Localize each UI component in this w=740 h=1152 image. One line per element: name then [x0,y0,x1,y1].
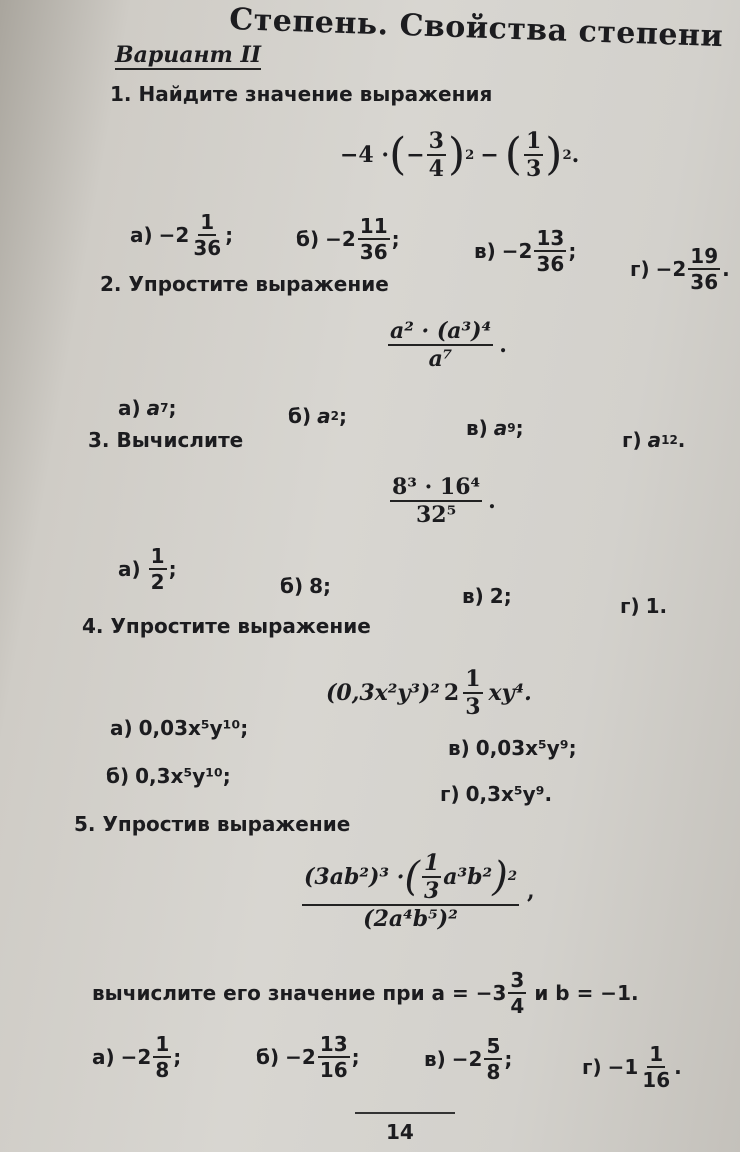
task-3-expression: $\frac{\text{8³ · 16⁴}}{\text{32⁵}}$ . [392,474,496,528]
exponent: 2 [562,147,572,163]
task-1-answer-a: а) −2 $\frac{1}{36}$ ; [130,210,234,260]
task-2-prompt: 2. Упростите выражение [100,272,389,296]
task-2-answer-b: б) a 2 ; [288,404,347,428]
expr-lead: −4 · [340,142,390,168]
fraction-denominator: 4 [428,156,444,182]
exponent: 2 [465,147,475,163]
task-5-followup: вычислите его значение при a = −3 $\frac{3}{4}$ и b = −1. [92,968,639,1018]
fraction-numerator: 3 [428,128,444,154]
task-1-answer-c: в) −2 $\frac{13}{36}$ ; [474,226,577,276]
task-2-answer-a: а) a 7 ; [118,396,177,420]
page-title: Степень. Свойства степени [228,2,724,55]
page-number: 14 [386,1120,414,1144]
task-3-answer-c: в) 2; [462,584,512,608]
task-3-answer-d: г) 1. [620,594,668,618]
task-4-answer-b: б) 0,3x⁵y¹⁰; [106,764,231,788]
task-3-answer-a: а) $\frac{1}{2}$ ; [118,544,177,594]
task-4-expression: (0,3x²y³)² 2 $\frac{1}{3}$ xy⁴. [326,666,532,720]
task-4-prompt: 4. Упростите выражение [82,614,371,638]
task-5-expression: (3ab²)³ · ( $\frac{1}{3}$ a³b² ) 2 (2a⁴b⁵)² , [304,850,535,932]
task-5-answer-c: в) −2 $\frac{5}{8}$ ; [424,1034,513,1084]
task-5-answer-a: а) −2 $\frac{1}{8}$ ; [92,1032,182,1082]
task-4-answer-c: в) 0,03x⁵y⁹; [448,736,577,760]
page-number-rule [355,1112,455,1114]
task-2-answer-d: г) a 12 . [622,428,686,452]
task-5-answer-d: г) −1 $\frac{1}{16}$ . [582,1042,682,1092]
task-1-prompt: 1. Найдите значение выражения [110,82,493,106]
variant-heading: Вариант II [115,42,262,68]
task-4-answer-a: а) 0,03x⁵y¹⁰; [110,716,249,740]
task-3-prompt: 3. Вычислите [88,428,244,452]
fraction-numerator: 1 [525,128,542,154]
task-1-answer-b: б) −2 $\frac{11}{36}$ ; [296,214,400,264]
minus-sign: − [480,142,499,168]
task-5-answer-b: б) −2 $\frac{13}{16}$ ; [256,1032,360,1082]
task-1-expression: −4 · ( − $\frac{3}{4}$ ) 2 − ( $\frac{1}{3}$ ) 2 . [340,128,580,182]
task-3-answer-b: б) 8; [280,574,332,598]
task-2-expression: $\frac{\text{a² · (a³)⁴}}{\text{a⁷}}$ . [390,318,507,372]
task-2-answer-c: в) a 9 ; [466,416,524,440]
task-4-answer-d: г) 0,3x⁵y⁹. [440,782,553,806]
fraction-denominator: 3 [525,156,542,182]
task-5-prompt: 5. Упростив выражение [74,812,351,836]
task-1-answer-d: г) −2 $\frac{19}{36}$ . [630,244,730,294]
